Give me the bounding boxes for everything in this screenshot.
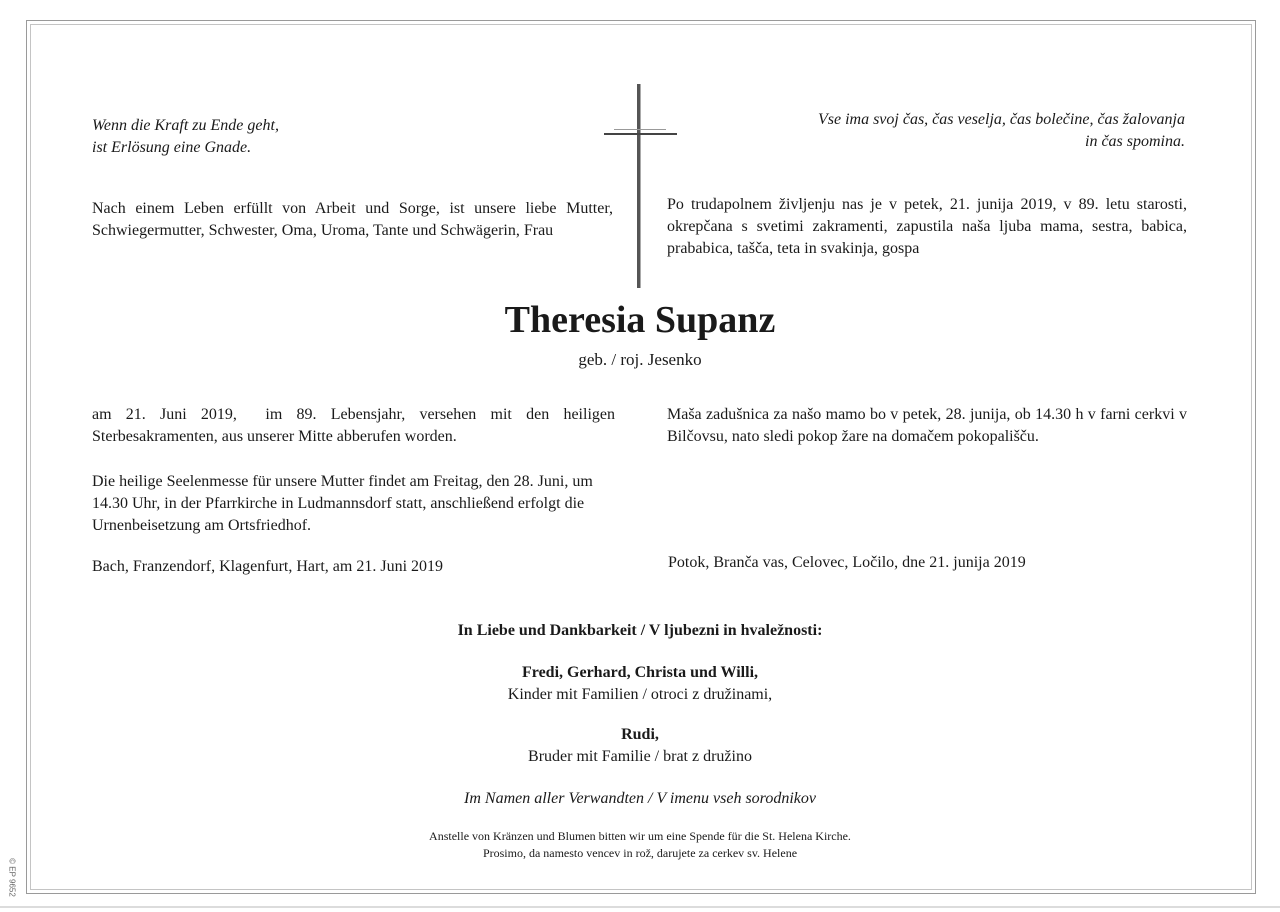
death-notice-german: am 21. Juni 2019, im 89. Lebensjahr, versehen mit den heiligen Sterbesakramenten, aus unserer Mitte abberufen worden. (92, 406, 619, 445)
brother-role: Bruder mit Familie / brat z družino (528, 748, 752, 765)
cross-vertical-shade (640, 84, 641, 288)
place-date-german: Bach, Franzendorf, Klagenfurt, Hart, am 21. Juni 2019 (92, 558, 444, 575)
mass-notice-slovenian: Maša zadušnica za našo mamo bo v petek, 28. junija, ob 14.30 h v farni cerkvi v Bilčovsu, nato sledi pokop žare na domačem pokopališču. (667, 406, 1187, 445)
children-role: Kinder mit Familien / otroci z družinami, (507, 686, 773, 703)
mass-notice-german: Die heilige Seelenmesse für unsere Mutter findet am Freitag, den 28. Juni, um 14.30 Uhr, in der Pfarrkirche in Ludmannsdorf statt, anschließend erfolgt die Urnenbeisetzung am Ortsfriedhof. (92, 473, 593, 534)
children-names: Fredi, Gerhard, Christa und Willi, (521, 664, 759, 681)
quote-slovenian-line-2: in čas spomina. (1085, 133, 1185, 150)
quote-german (92, 115, 412, 159)
cross-horizontal-beam (604, 133, 677, 135)
donation-german: Anstelle von Kränzen und Blumen bitten wir um eine Spende für die St. Helena Kirche. (429, 829, 851, 843)
donation-slovenian: Prosimo, da namesto vencev in rož, darujete za cerkev sv. Helene (482, 846, 798, 860)
relatives-line: Im Namen aller Verwandten / V imenu vseh sorodnikov (464, 790, 816, 807)
cross-horizontal-shade (614, 129, 666, 130)
bottom-rule (0, 906, 1280, 908)
quote-slovenian-line-1: Vse ima svoj čas, čas veselja, čas bolečine, čas žalovanja (817, 111, 1185, 128)
mourners-heading: In Liebe und Dankbarkeit / V ljubezni in hvaležnosti: (457, 622, 823, 639)
place-date-slovenian: Potok, Branča vas, Celovec, Ločilo, dne 21. junija 2019 (668, 554, 1026, 571)
maiden-name: geb. / roj. Jesenko (578, 350, 702, 369)
intro-slovenian: Po trudapolnem življenju nas je v petek, 21. junija 2019, v 89. letu starosti, okrepčana s svetimi zakramenti, zapustila naša ljuba mama, sestra, babica, prababica, tašča, teta in svakinja, gospa (667, 196, 1187, 257)
deceased-name: Theresia Supanz (504, 299, 776, 341)
quote-german-line-1: Wenn die Kraft zu Ende geht, (92, 117, 279, 134)
printer-mark: © EP 9652 (7, 858, 17, 897)
quote-german-line-2: ist Erlösung eine Gnade. (92, 139, 252, 156)
intro-german: Nach einem Leben erfüllt von Arbeit und Sorge, ist unsere liebe Mutter, Schwiegermutter, Schwester, Oma, Uroma, Tante und Schwägerin, Frau (92, 200, 613, 239)
brother-name: Rudi, (621, 726, 659, 743)
quote-slovenian (700, 109, 1185, 153)
